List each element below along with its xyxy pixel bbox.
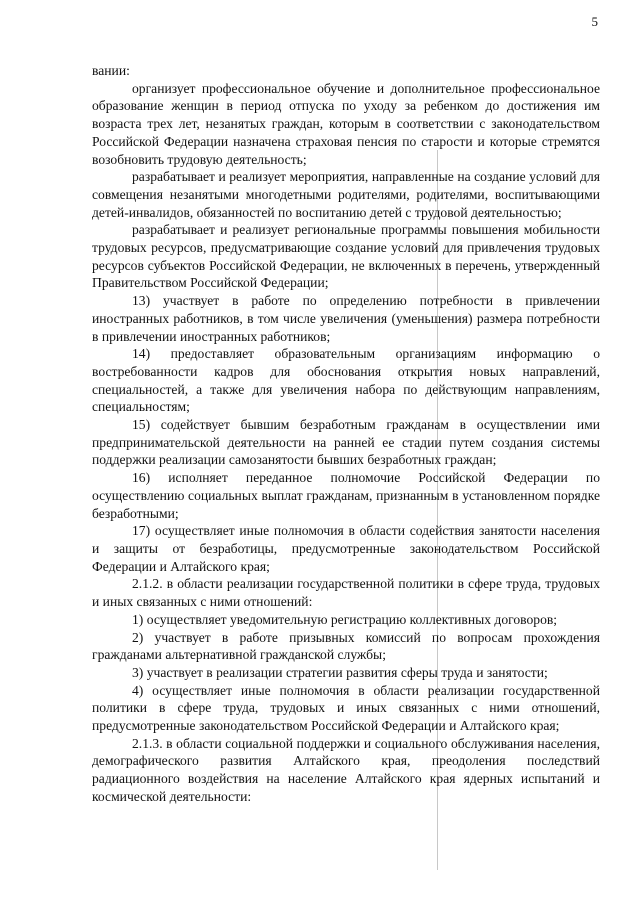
paragraph-item-17: 17) осуществляет иные полномочия в области содействия занятости населения и защиты от безработицы, предусмотренные законодательством Российской Федерации и Алтайского края; [92,523,600,574]
paragraph-item-13: 13) участвует в работе по определению потребности в привлечении иностранных работников, в том числе увеличения (уменьшения) размера потребности в привлечении иностранных работников; [92,293,600,344]
paragraph: разрабатывает и реализует мероприятия, направленные на создание условий для совмещения незанятыми многодетными родителями, родителями, воспитывающими детей-инвалидов, обязанностей по воспитанию детей с трудовой деятельностью; [92,169,600,220]
paragraph-continuation: вании: [92,63,130,78]
paragraph-item-1: 1) осуществляет уведомительную регистрацию коллективных договоров; [132,611,558,627]
page-number: 5 [591,14,598,29]
paragraph-item-15: 15) содействует бывшим безработным гражданам в осуществлении ими предпринимательской деятельности на ранней ее стадии путем создания системы поддержки реализации самозанятости бывших безработных граждан; [92,417,600,468]
paragraph-item-14: 14) предоставляет образовательным организациям информацию о востребованности кадров для обоснования открытия новых направлений, специальностей, а также для увеличения набора по действующим направлениям, специальностям; [92,346,600,415]
paragraph-item-16: 16) исполняет переданное полномочие Российской Федерации по осуществлению социальных выплат гражданам, признанным в установленном порядке безработными; [92,470,600,521]
section-2-1-2: 2.1.2. в области реализации государственной политики в сфере труда, трудовых и иных связанных с ними отношений: [92,576,600,610]
document-body [92,62,600,806]
section-2-1-3: 2.1.3. в области социальной поддержки и социального обслуживания населения, демографического развития Алтайского края, преодоления последствий радиационного воздействия на население Алтайского края ядерных испытаний и космической деятельности: [92,735,600,804]
paragraph: разрабатывает и реализует региональные программы повышения мобильности трудовых ресурсов, предусматривающие создание условий для привлечения трудовых ресурсов субъектов Российской Федерации, не включенных в перечень, утвержденный Правительством Российской Федерации; [92,222,600,291]
paragraph-item-3: 3) участвует в реализации стратегии развития сферы труда и занятости; [132,664,548,680]
paragraph-item-2: 2) участвует в работе призывных комиссий по вопросам прохождения гражданами альтернативной гражданской службы; [92,629,600,663]
paragraph: организует профессиональное обучение и дополнительное профессиональное образование женщин в период отпуска по уходу за ребенком до достижения им возраста трех лет, незанятых граждан, которым в соответствии с законодательством Российской Федерации назначена страховая пенсия по старости и которые стремятся возобновить трудовую деятельность; [92,80,600,167]
paragraph-item-4: 4) осуществляет иные полномочия в области реализации государственной политики в сфере труда, трудовых и иных связанных с ними отношений, предусмотренные законодательством Российской Федерации и Алтайского края; [92,682,600,734]
